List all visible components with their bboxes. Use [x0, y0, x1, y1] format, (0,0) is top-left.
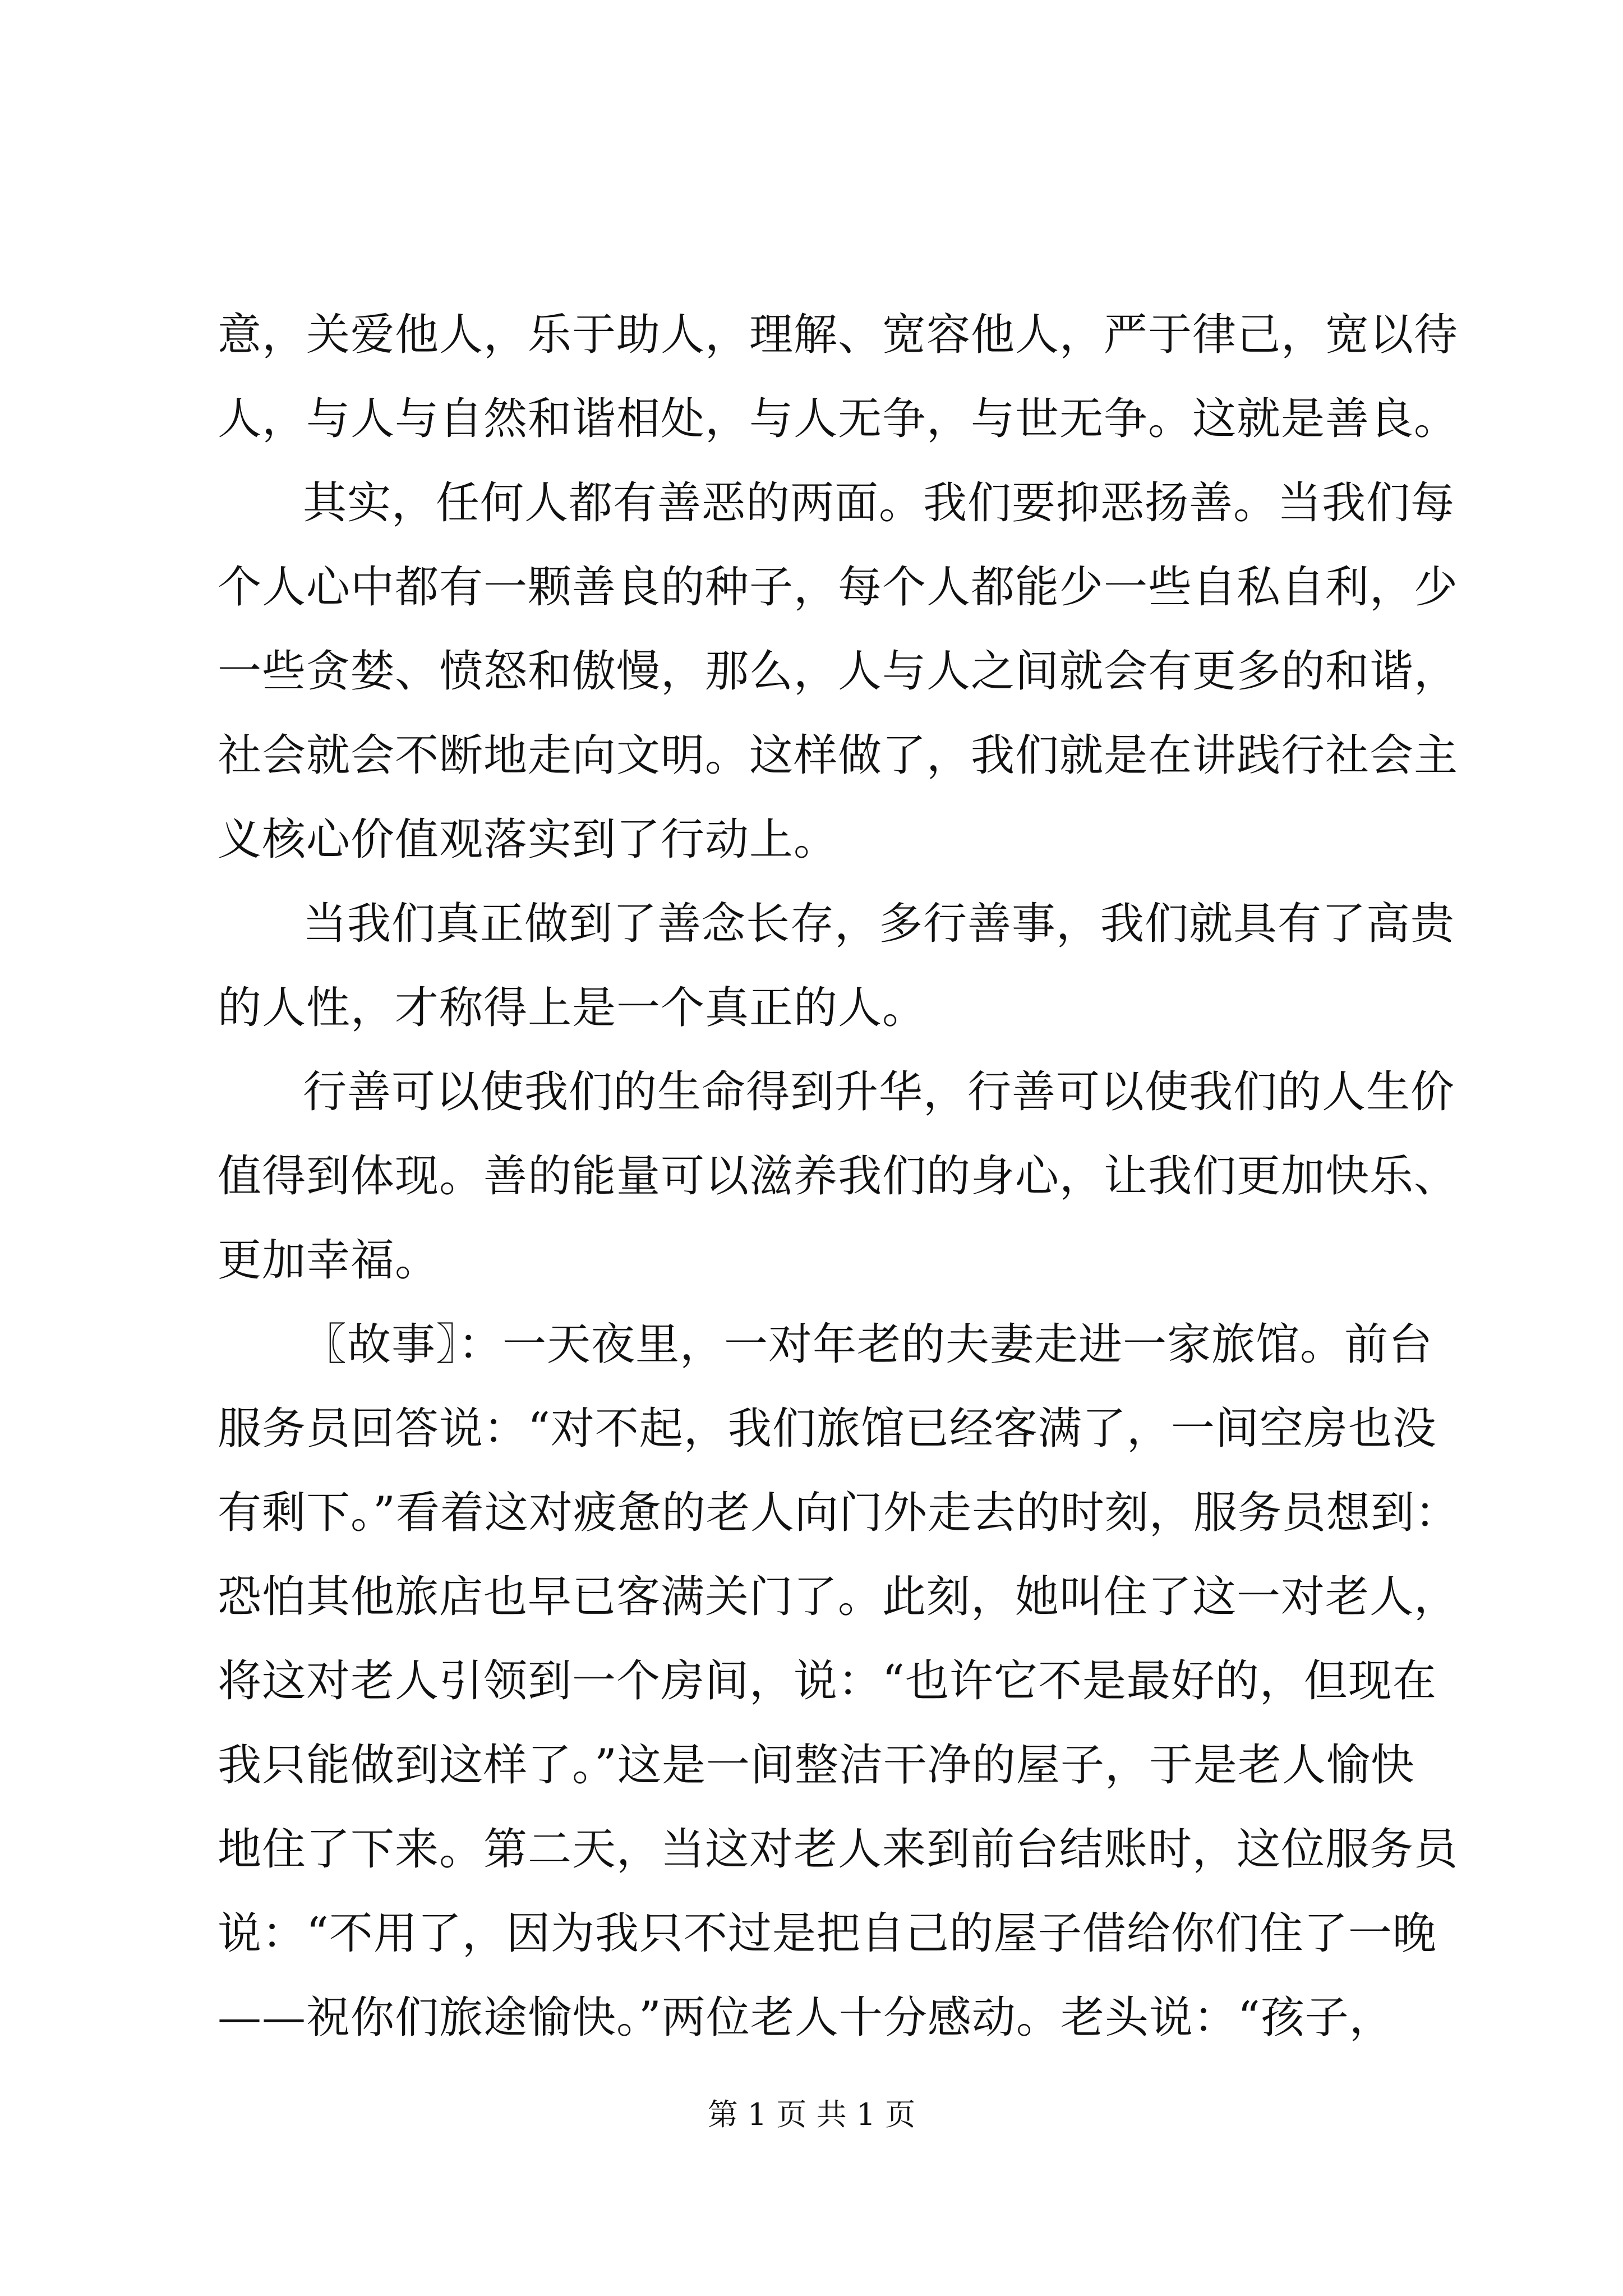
text-line: 的人性，才称得上是一个真正的人。	[218, 983, 927, 1033]
paragraph-start-line: 行善可以使我们的生命得到升华，行善可以使我们的人生价	[303, 1067, 1455, 1117]
text-line: 个人心中都有一颗善良的种子，每个人都能少一些自私自利，少	[218, 562, 1459, 613]
text-line: 将这对老人引领到一个房间，说：“也许它不是最好的，但现在	[218, 1656, 1437, 1706]
text-line: 我只能做到这样了。”这是一间整洁干净的屋子，于是老人愉快	[218, 1740, 1415, 1791]
text-line: 意，关爱他人，乐于助人，理解、宽容他人，严于律己，宽以待	[218, 310, 1459, 360]
paragraph-start-line: 其实，任何人都有善恶的两面。我们要抑恶扬善。当我们每	[303, 478, 1455, 528]
text-line: 说：“不用了，因为我只不过是把自己的屋子借给你们住了一晚	[218, 1908, 1437, 1959]
text-line: 更加幸福。	[218, 1235, 440, 1286]
text-line: 社会就会不断地走向文明。这样做了，我们就是在讲践行社会主	[218, 730, 1459, 781]
text-line: 有剩下。”看着这对疲惫的老人向门外走去的时刻，服务员想到：	[218, 1488, 1459, 1538]
paragraph-start-line: 当我们真正做到了善念长存，多行善事，我们就具有了高贵	[303, 899, 1455, 949]
text-line: 恐怕其他旅店也早已客满关门了。此刻，她叫住了这一对老人，	[218, 1572, 1459, 1622]
paragraph-start-line: 〖故事〗：一天夜里，一对年老的夫妻走进一家旅馆。前台	[303, 1319, 1433, 1370]
text-line: ——祝你们旅途愉快。”两位老人十分感动。老头说：“孩子，	[218, 1993, 1394, 2043]
text-line: 值得到体现。善的能量可以滋养我们的身心，让我们更加快乐、	[218, 1151, 1459, 1202]
text-line: 服务员回答说：“对不起，我们旅馆已经客满了，一间空房也没	[218, 1404, 1437, 1454]
text-line: 一些贪婪、愤怒和傲慢，那么，人与人之间就会有更多的和谐，	[218, 646, 1459, 697]
text-line: 地住了下来。第二天，当这对老人来到前台结账时，这位服务员	[218, 1824, 1459, 1875]
text-line: 义核心价值观落实到了行动上。	[218, 815, 838, 865]
text-line: 人，与人与自然和谐相处，与人无争，与世无争。这就是善良。	[218, 394, 1459, 444]
page-number-footer: 第 1 页 共 1 页	[707, 2097, 916, 2132]
